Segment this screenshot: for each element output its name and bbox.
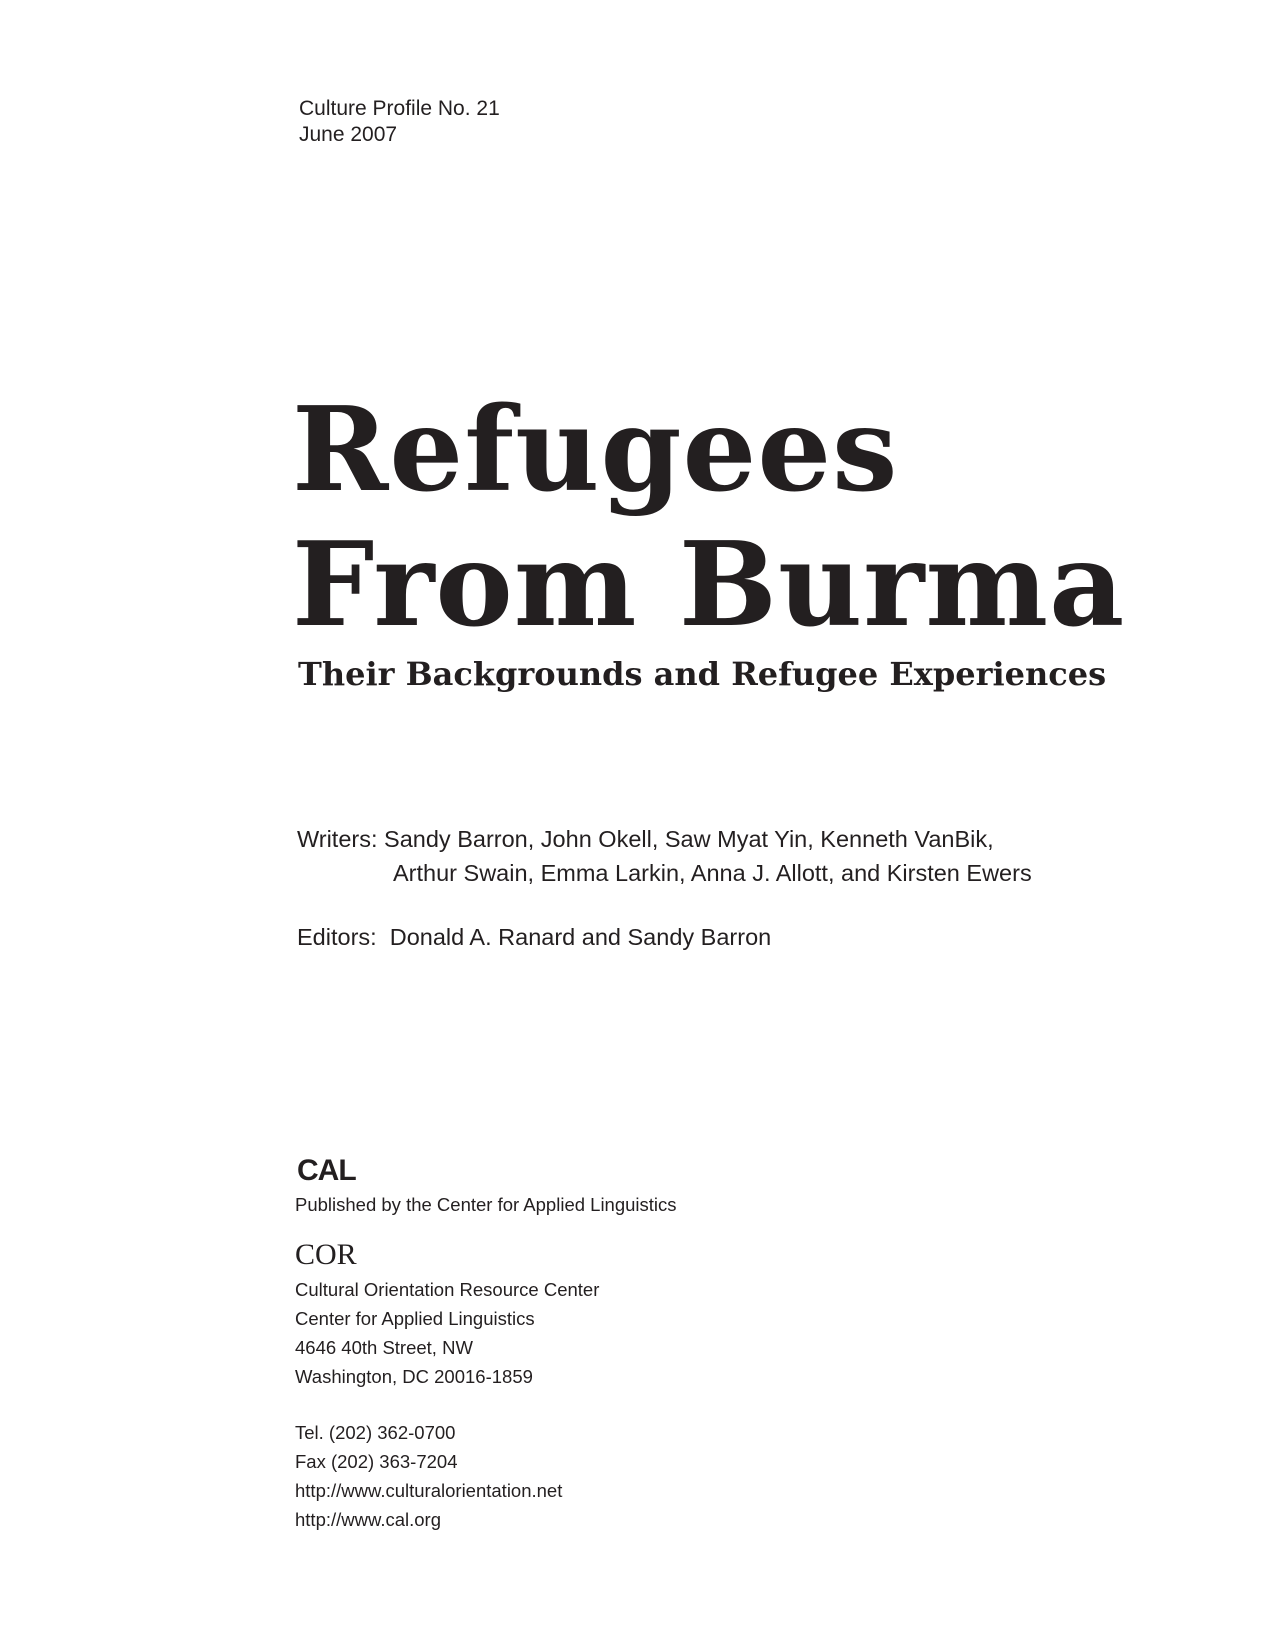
phone: Tel. (202) 362-0700 xyxy=(295,1422,456,1443)
writers-names-2: Arthur Swain, Emma Larkin, Anna J. Allott, and Kirsten Ewers xyxy=(393,860,1032,886)
writers-names-1: Sandy Barron, John Okell, Saw Myat Yin, Kenneth VanBik, xyxy=(384,826,994,852)
writers-line-1 xyxy=(297,822,994,856)
cor-logo-text: COR xyxy=(295,1238,357,1271)
address-line: Washington, DC 20016-1859 xyxy=(295,1366,533,1387)
contact-block xyxy=(295,1418,562,1534)
writers-label: Writers: xyxy=(297,826,378,852)
website-link-cal[interactable]: http://www.cal.org xyxy=(295,1509,442,1530)
cor-logo xyxy=(295,1238,357,1272)
cal-logo: CAL xyxy=(297,1154,356,1187)
editors-names: Donald A. Ranard and Sandy Barron xyxy=(389,924,772,950)
title-line-1: Refugees xyxy=(292,382,899,518)
series-label: Culture Profile No. 21 xyxy=(299,97,500,120)
address-block xyxy=(295,1275,599,1391)
address-line: Center for Applied Linguistics xyxy=(295,1308,535,1329)
publication-date: June 2007 xyxy=(299,123,398,146)
address-line: Cultural Orientation Resource Center xyxy=(295,1279,600,1300)
fax: Fax (202) 363-7204 xyxy=(295,1451,458,1472)
title-line-2: From Burma xyxy=(292,517,1126,653)
editors-line xyxy=(297,920,771,954)
editors-label: Editors: xyxy=(297,924,377,950)
published-by: Published by the Center for Applied Linguistics xyxy=(295,1194,677,1215)
address-line: 4646 40th Street, NW xyxy=(295,1337,473,1358)
subtitle: Their Backgrounds and Refugee Experiences xyxy=(298,655,1107,693)
website-link-co[interactable]: http://www.culturalorientation.net xyxy=(295,1480,563,1501)
